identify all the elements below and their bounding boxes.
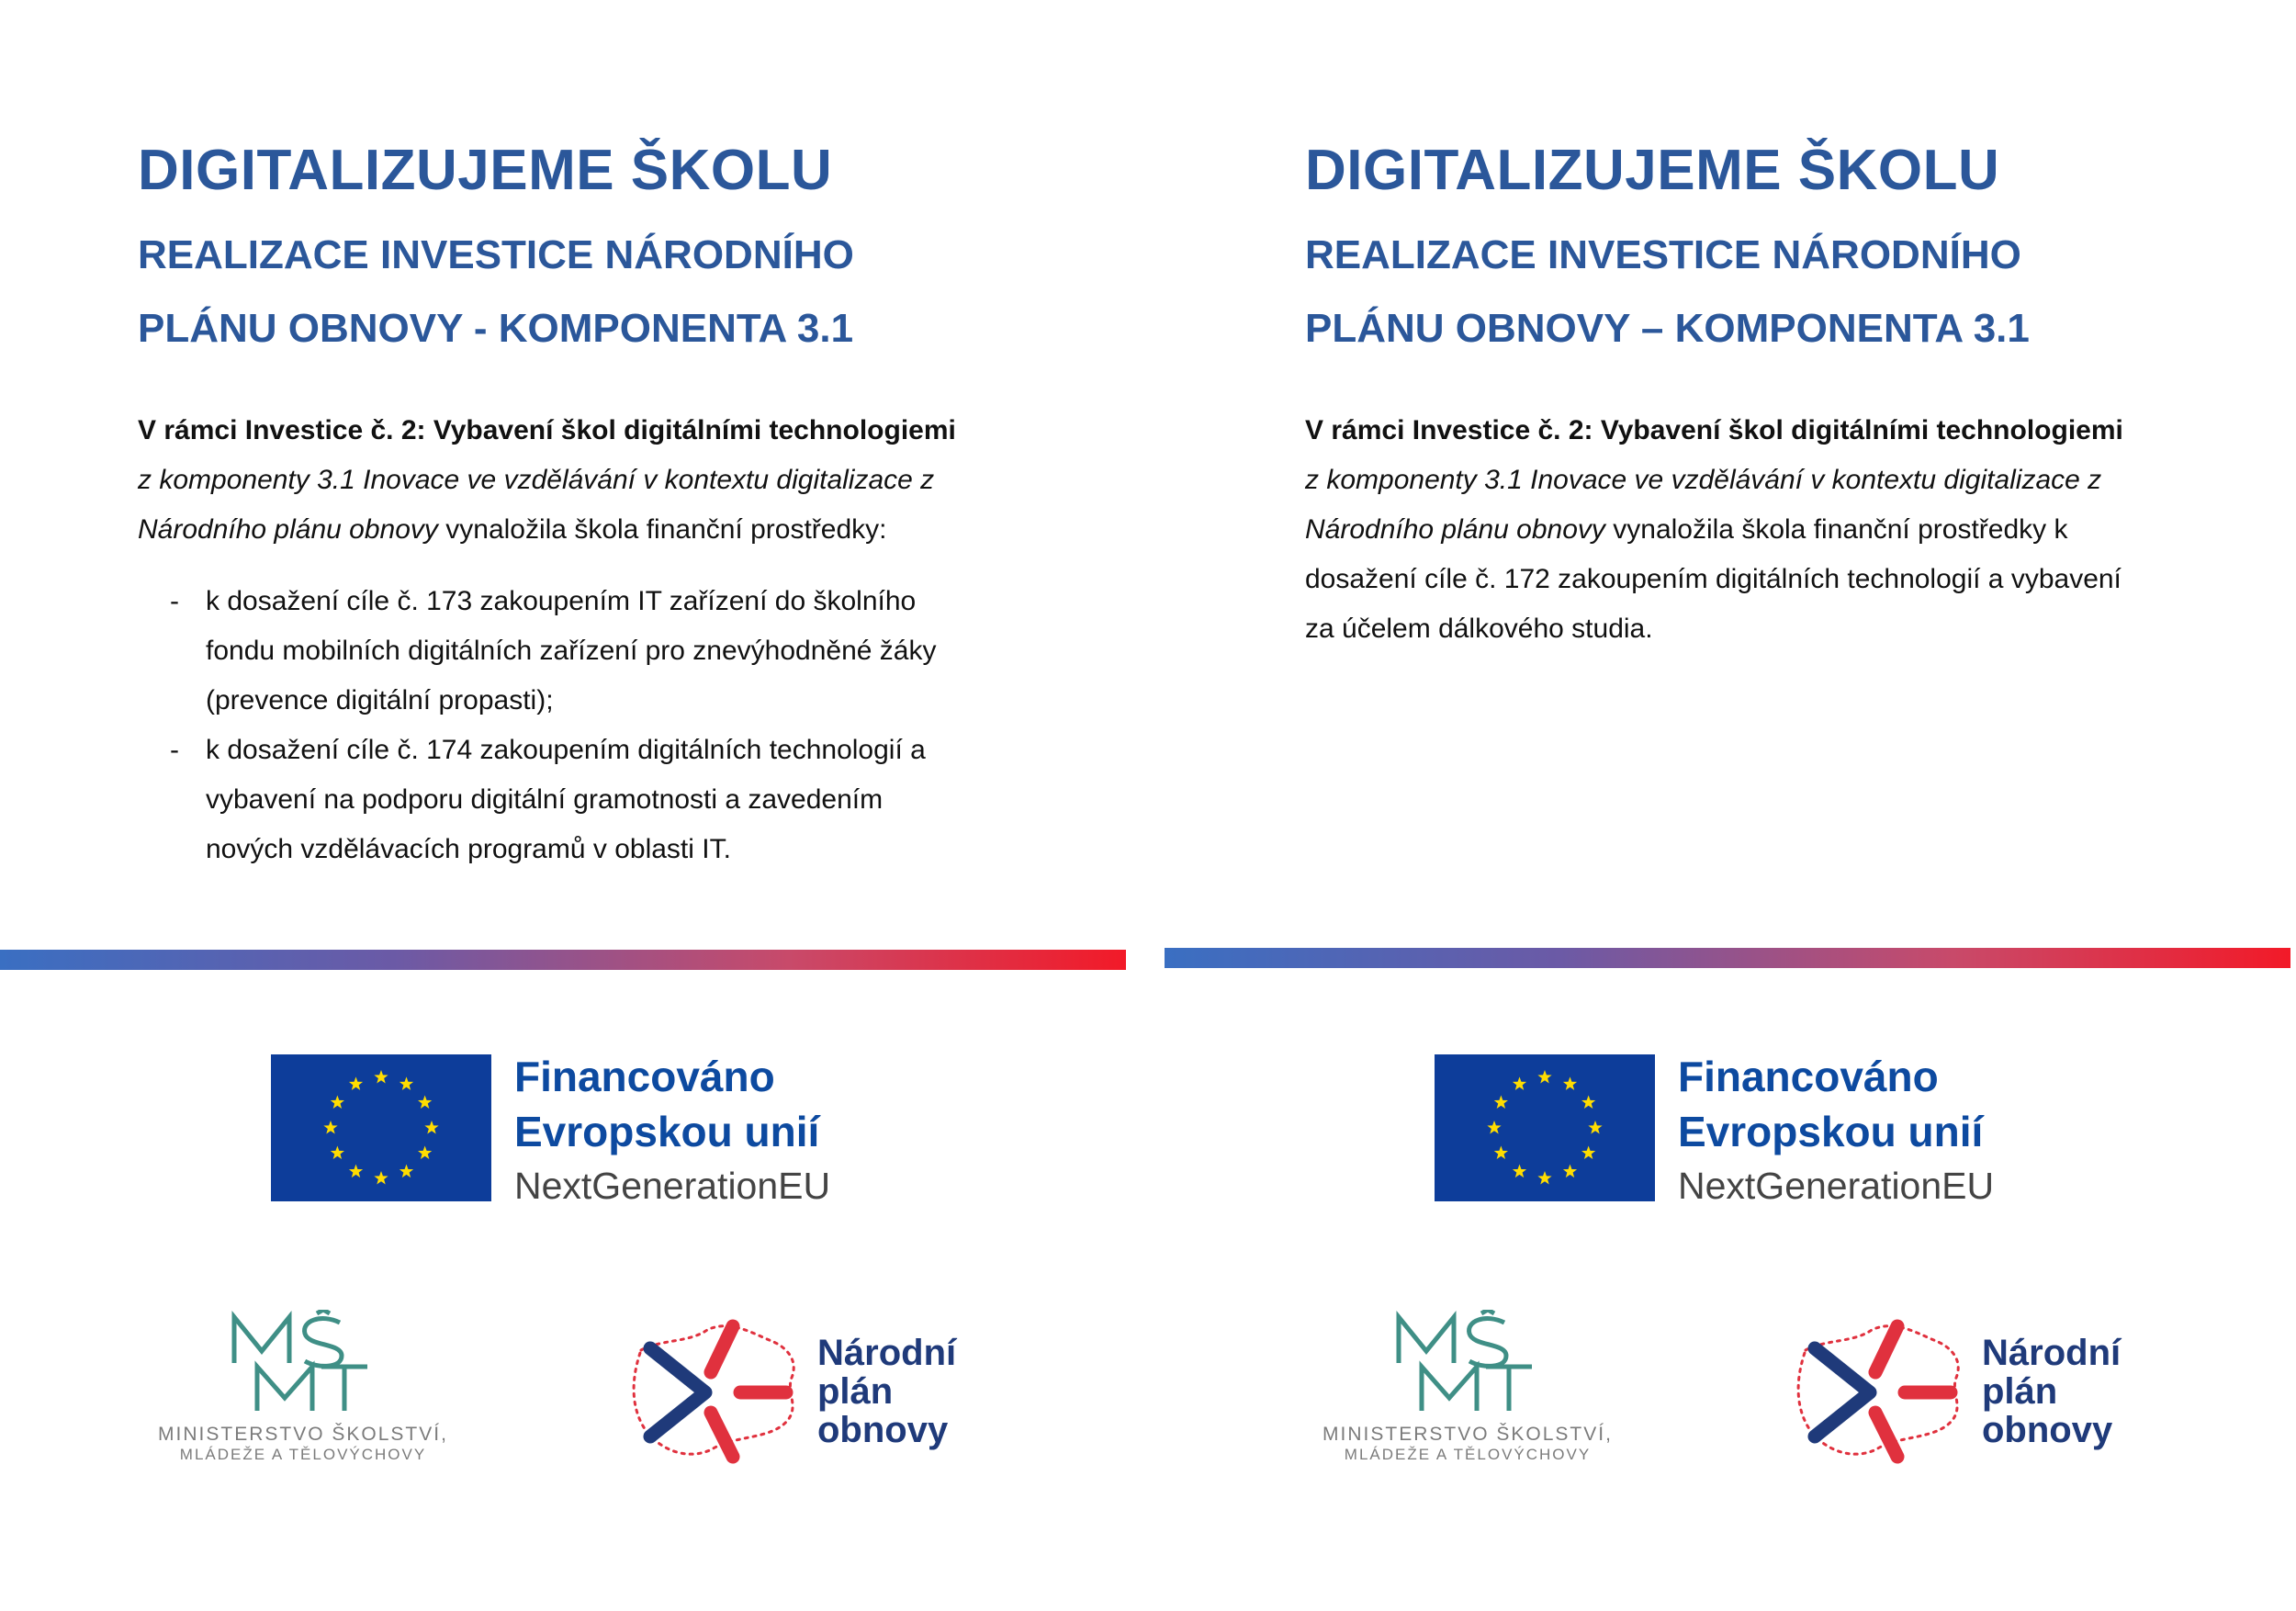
npo-logo <box>1789 1313 2156 1470</box>
bullet-text: k dosažení cíle č. 173 zakoupením IT zařízení do školního fondu mobilních digitálních zařízení pro znevýhodněné žáky (prevence digitální propasti); <box>206 586 937 715</box>
eu-line-3: NextGenerationEU <box>514 1165 831 1207</box>
intro-italic: z komponenty 3.1 Inovace ve vzdělávání v kontextu digitalizace z Národního plánu obnovy <box>138 465 935 545</box>
intro-bold: V rámci Investice č. 2: Vybavení škol digitálními technologiemi <box>1305 415 2123 445</box>
eu-star-icon <box>1537 1070 1551 1083</box>
bullet-list <box>138 577 1056 874</box>
subtitle <box>138 219 1056 366</box>
eu-star-icon <box>1581 1096 1595 1109</box>
eu-star-icon <box>1513 1076 1526 1089</box>
eu-star-icon <box>331 1096 344 1109</box>
msmt-line-1: MINISTERSTVO ŠKOLSTVÍ, <box>1322 1424 1613 1445</box>
eu-star-icon <box>1513 1165 1526 1177</box>
list-item <box>138 726 977 874</box>
text-block <box>1305 134 2223 654</box>
npo-line-2: plán <box>817 1371 894 1412</box>
npo-logo-text <box>1982 1334 2121 1449</box>
eu-star-icon <box>400 1165 413 1177</box>
eu-line-3: NextGenerationEU <box>1678 1165 1995 1207</box>
msmt-logo <box>147 1310 459 1465</box>
eu-star-icon <box>349 1076 363 1089</box>
eu-star-icon <box>1563 1165 1577 1177</box>
eu-star-icon <box>349 1165 363 1177</box>
msmt-logo-text <box>147 1425 459 1465</box>
intro-bold: V rámci Investice č. 2: Vybavení škol digitálními technologiemi <box>138 415 956 445</box>
eu-star-icon <box>418 1146 432 1159</box>
eu-star-icon <box>418 1096 432 1109</box>
eu-star-icon <box>331 1146 344 1159</box>
subtitle-line-1: REALIZACE INVESTICE NÁRODNÍHO <box>138 232 854 277</box>
bullet-text: k dosažení cíle č. 174 zakoupením digitálních technologií a vybavení na podporu digitální gramotnosti a zavedením nových vzdělávacích programů v oblasti IT. <box>206 735 926 864</box>
bullet-dash: - <box>170 735 179 765</box>
msmt-logo-text <box>1311 1425 1624 1465</box>
eu-stars-icon <box>271 1054 491 1201</box>
npo-line-3: obnovy <box>1982 1410 2113 1450</box>
eu-star-icon <box>424 1121 438 1133</box>
npo-logo-text <box>817 1334 956 1449</box>
subtitle-line-2: PLÁNU OBNOVY - KOMPONENTA 3.1 <box>138 306 854 351</box>
npo-logo <box>625 1313 992 1470</box>
page-title: DIGITALIZUJEME ŠKOLU <box>138 139 833 202</box>
body-text <box>1305 406 2150 654</box>
page-title: DIGITALIZUJEME ŠKOLU <box>1305 139 2000 202</box>
eu-line-2: Evropskou unií <box>514 1108 820 1155</box>
eu-star-icon <box>1537 1171 1551 1184</box>
subtitle-line-2: PLÁNU OBNOVY – KOMPONENTA 3.1 <box>1305 306 2030 351</box>
body-text <box>138 406 1056 874</box>
gradient-divider <box>0 950 1126 970</box>
eu-star-icon <box>1563 1076 1577 1089</box>
intro-italic: z komponenty 3.1 Inovace ve vzdělávání v kontextu digitalizace z Národního plánu obnovy <box>1305 465 2102 545</box>
npo-mark-icon <box>625 1313 808 1470</box>
msmt-line-2: MLÁDEŽE A TĚLOVÝCHOVY <box>179 1446 427 1463</box>
eu-star-icon <box>323 1121 337 1133</box>
eu-star-icon <box>1588 1121 1602 1133</box>
eu-star-icon <box>400 1076 413 1089</box>
npo-line-3: obnovy <box>817 1410 949 1450</box>
eu-flag-icon <box>1435 1054 1655 1201</box>
bullet-dash: - <box>170 586 179 616</box>
npo-line-1: Národní <box>817 1333 957 1373</box>
eu-stars-icon <box>1435 1054 1655 1201</box>
subtitle-line-1: REALIZACE INVESTICE NÁRODNÍHO <box>1305 232 2021 277</box>
eu-star-icon <box>374 1171 388 1184</box>
intro-rest: vynaložila škola finanční prostředky k dosažení cíle č. 172 zakoupením digitálních technologií a vybavení za účelem dálkového studia. <box>1305 514 2122 644</box>
eu-line-2: Evropskou unií <box>1678 1108 1984 1155</box>
list-item <box>138 577 977 726</box>
eu-line-1: Financováno <box>514 1053 775 1100</box>
msmt-logo <box>1311 1310 1624 1465</box>
eu-star-icon <box>1487 1121 1501 1133</box>
eu-line-1: Financováno <box>1678 1053 1939 1100</box>
msmt-line-2: MLÁDEŽE A TĚLOVÝCHOVY <box>1344 1446 1592 1463</box>
eu-star-icon <box>374 1070 388 1083</box>
npo-mark-icon <box>1789 1313 1973 1470</box>
left-panel <box>0 0 1126 1611</box>
right-panel <box>1165 0 2290 1611</box>
gradient-divider <box>1165 948 2290 968</box>
npo-line-1: Národní <box>1982 1333 2122 1373</box>
intro-rest: vynaložila škola finanční prostředky: <box>437 514 887 545</box>
eu-star-icon <box>1494 1096 1508 1109</box>
subtitle <box>1305 219 2223 366</box>
msmt-mark-icon <box>1311 1310 1624 1420</box>
eu-logo-text <box>514 1049 830 1212</box>
eu-star-icon <box>1581 1146 1595 1159</box>
npo-line-2: plán <box>1982 1371 2058 1412</box>
eu-flag-icon <box>271 1054 491 1201</box>
eu-star-icon <box>1494 1146 1508 1159</box>
msmt-line-1: MINISTERSTVO ŠKOLSTVÍ, <box>158 1424 448 1445</box>
text-block <box>138 134 1056 874</box>
eu-logo-text <box>1678 1049 1994 1212</box>
msmt-mark-icon <box>147 1310 459 1420</box>
